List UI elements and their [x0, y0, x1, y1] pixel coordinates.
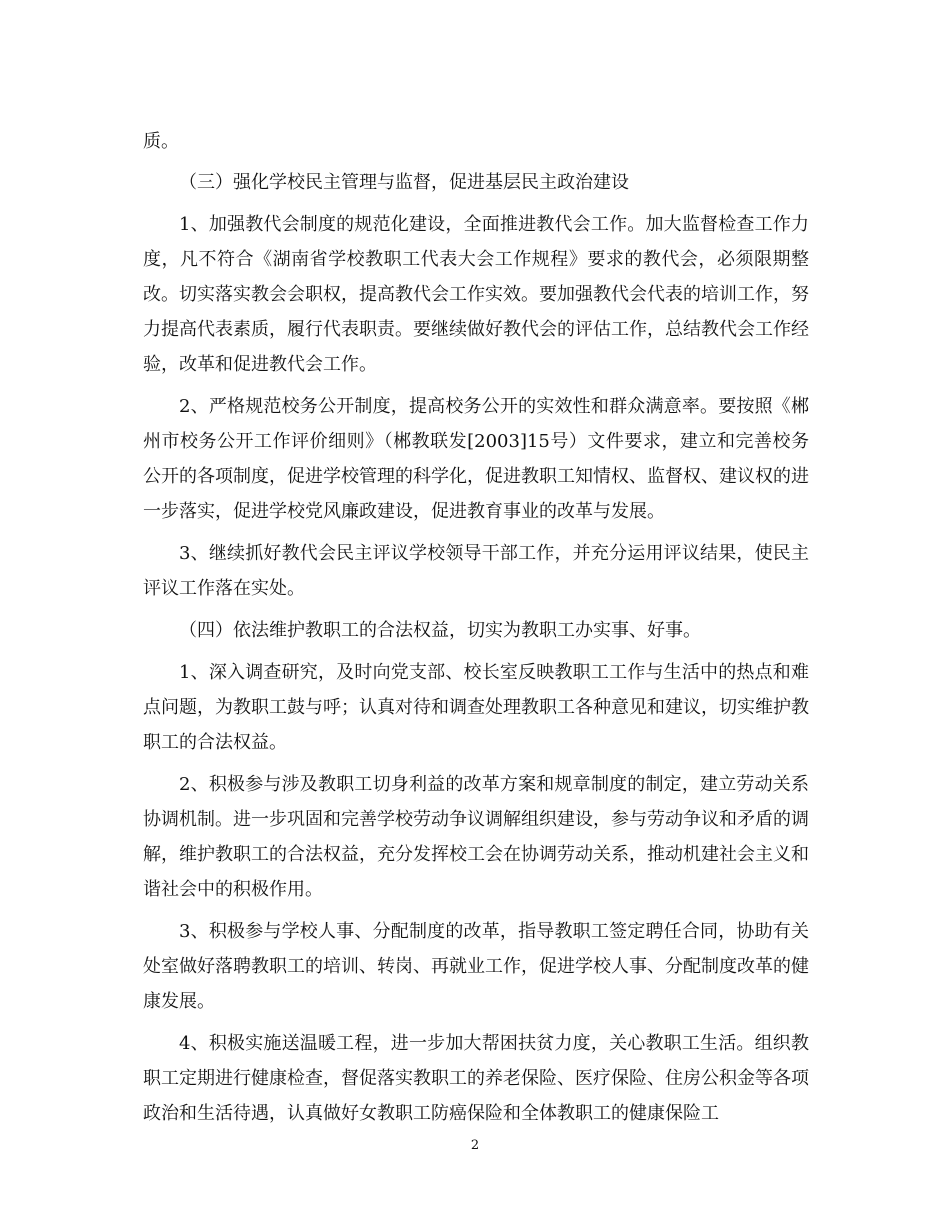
paragraph-3-3: 3、继续抓好教代会民主评议学校领导干部工作，并充分运用评议结果，使民主评议工作落在实处。 [143, 543, 809, 599]
section-heading-3: （三）强化学校民主管理与监督，促进基层民主政治建设 [179, 172, 629, 193]
paragraph-3-1: 1、加强教代会制度的规范化建设，全面推进教代会工作。加大监督检查工作力度，凡不符合《湖南省学校教职工代表大会工作规程》要求的教代会，必须限期整改。切实落实教会会职权，提高教代会工作实效。要加强教代会代表的培训工作，努力提高代表素质，履行代表职责。要继续做好教代会的评估工作，总结教代会工作经验，改革和促进教代会工作。 [143, 214, 809, 375]
page-number: 2 [470, 1138, 480, 1153]
document-body [143, 124, 809, 1138]
paragraph-4-1: 1、深入调查研究，及时向党支部、校长室反映教职工工作与生活中的热点和难点问题，为教职工鼓与呼；认真对待和调查处理教职工各种意见和建议，切实维护教职工的合法权益。 [143, 662, 809, 753]
paragraph-continuation: 质。 [143, 131, 179, 152]
paragraph-4-2: 2、积极参与涉及教职工切身利益的改革方案和规章制度的制定，建立劳动关系协调机制。进一步巩固和完善学校劳动争议调解组织建设，参与劳动争议和矛盾的调解，维护教职工的合法权益，充分发挥校工会在协调劳动关系，推动机建社会主义和谐社会中的积极作用。 [143, 774, 809, 900]
paragraph-3-2: 2、严格规范校务公开制度，提高校务公开的实效性和群众满意率。要按照《郴州市校务公开工作评价细则》（郴教联发[2003]15号）文件要求，建立和完善校务公开的各项制度，促进学校管理的科学化，促进教职工知情权、监督权、建议权的进一步落实，促进学校党风廉政建设，促进教育事业的改革与发展。 [143, 396, 809, 522]
paragraph-4-4: 4、积极实施送温暖工程，进一步加大帮困扶贫力度，关心教职工生活。组织教职工定期进行健康检查，督促落实教职工的养老保险、医疗保险、住房公积金等各项政治和生活待遇，认真做好女教职工防癌保险和全体教职工的健康保险工 [143, 1033, 809, 1124]
section-heading-4: （四）依法维护教职工的合法权益，切实为教职工办实事、好事。 [179, 620, 701, 641]
paragraph-4-3: 3、积极参与学校人事、分配制度的改革，指导教职工签定聘任合同，协助有关处室做好落聘教职工的培训、转岗、再就业工作，促进学校人事、分配制度改革的健康发展。 [143, 921, 809, 1012]
